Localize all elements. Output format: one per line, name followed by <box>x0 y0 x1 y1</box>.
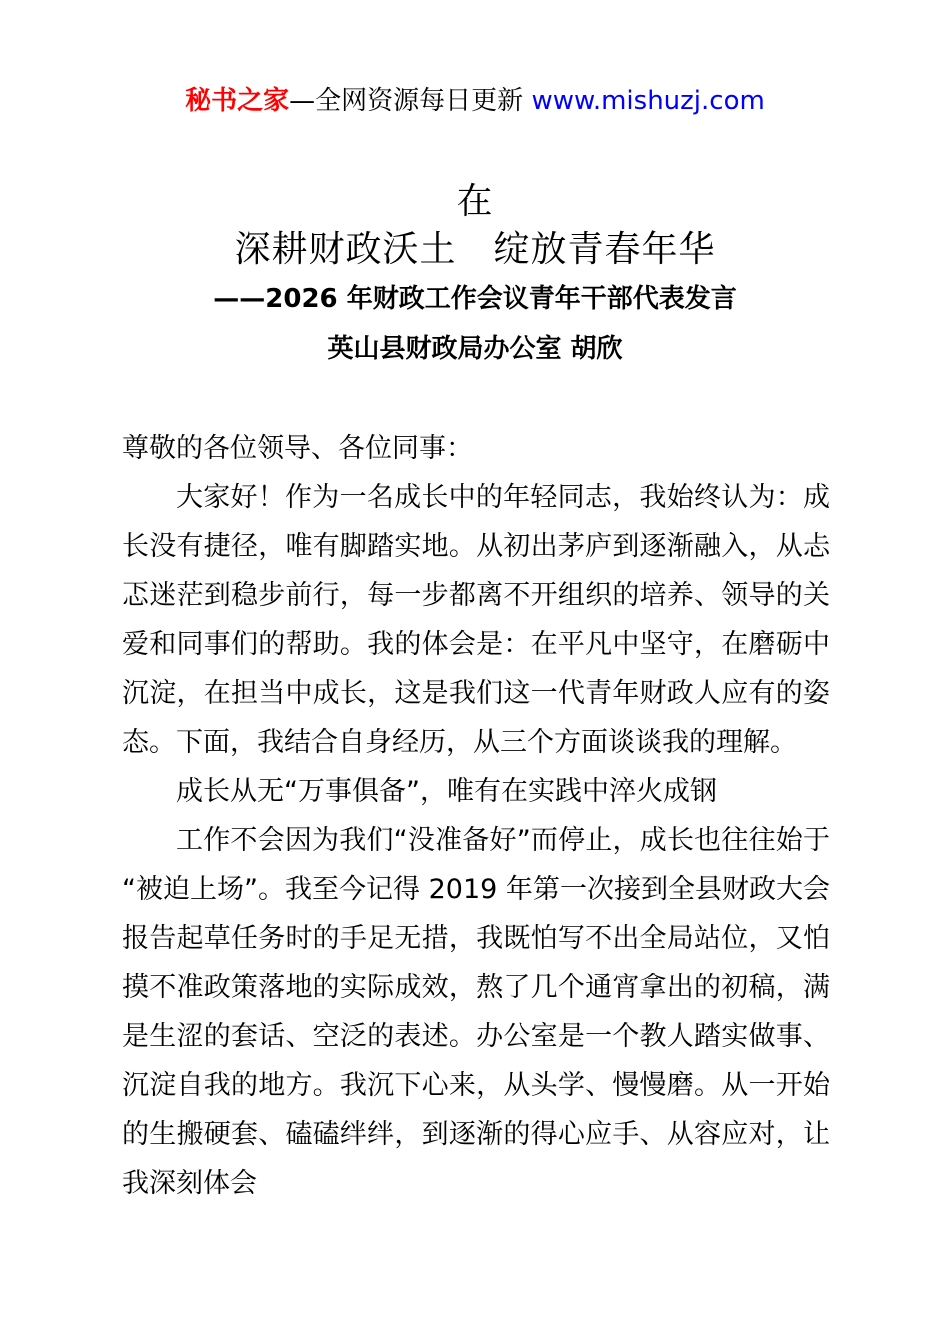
document-title-line2: 深耕财政沃土 绽放青春年华 <box>234 229 716 270</box>
brand-text: 秘书之家 <box>185 86 290 116</box>
document-body <box>0 424 950 1208</box>
site-url-link[interactable]: www.mishuzj.com <box>531 86 765 116</box>
body-paragraph: 大家好！作为一名成长中的年轻同志，我始终认为：成长没有捷径，唯有脚踏实地。从初出茅庐到逐渐融入，从忐忑迷茫到稳步前行，每一步都离不开组织的培养、领导的关爱和同事们的帮助。我的体会是：在平凡中坚守，在磨砺中沉淀，在担当中成长，这是我们这一代青年财政人应有的姿态。下面，我结合自身经历，从三个方面谈谈我的理解。 <box>122 482 830 758</box>
header-banner <box>0 0 950 116</box>
document-title-line1: 在 <box>456 181 494 222</box>
document-byline: 英山县财政局办公室 胡欣 <box>327 334 623 364</box>
document-subtitle: ——2026 年财政工作会议青年干部代表发言 <box>213 284 737 314</box>
document-title <box>0 178 950 274</box>
salutation: 尊敬的各位领导、各位同事： <box>122 433 473 464</box>
body-section-heading: 成长从无“万事俱备”，唯有在实践中淬火成钢 <box>176 776 717 807</box>
header-separator-text: —全网资源每日更新 <box>289 86 532 116</box>
body-paragraph: 工作不会因为我们“没准备好”而停止，成长也往往始于“被迫上场”。我至今记得 2019 年第一次接到全县财政大会报告起草任务时的手足无措，我既怕写不出全局站位，又怕摸不准政策落地的实际成效，熬了几个通宵拿出的初稿，满是生涩的套话、空泛的表述。办公室是一个教人踏实做事、沉淀自我的地方。我沉下心来，从头学、慢慢磨。从一开始的生搬硬套、磕磕绊绊，到逐渐的得心应手、从容应对，让我深刻体会 <box>122 825 830 1199</box>
